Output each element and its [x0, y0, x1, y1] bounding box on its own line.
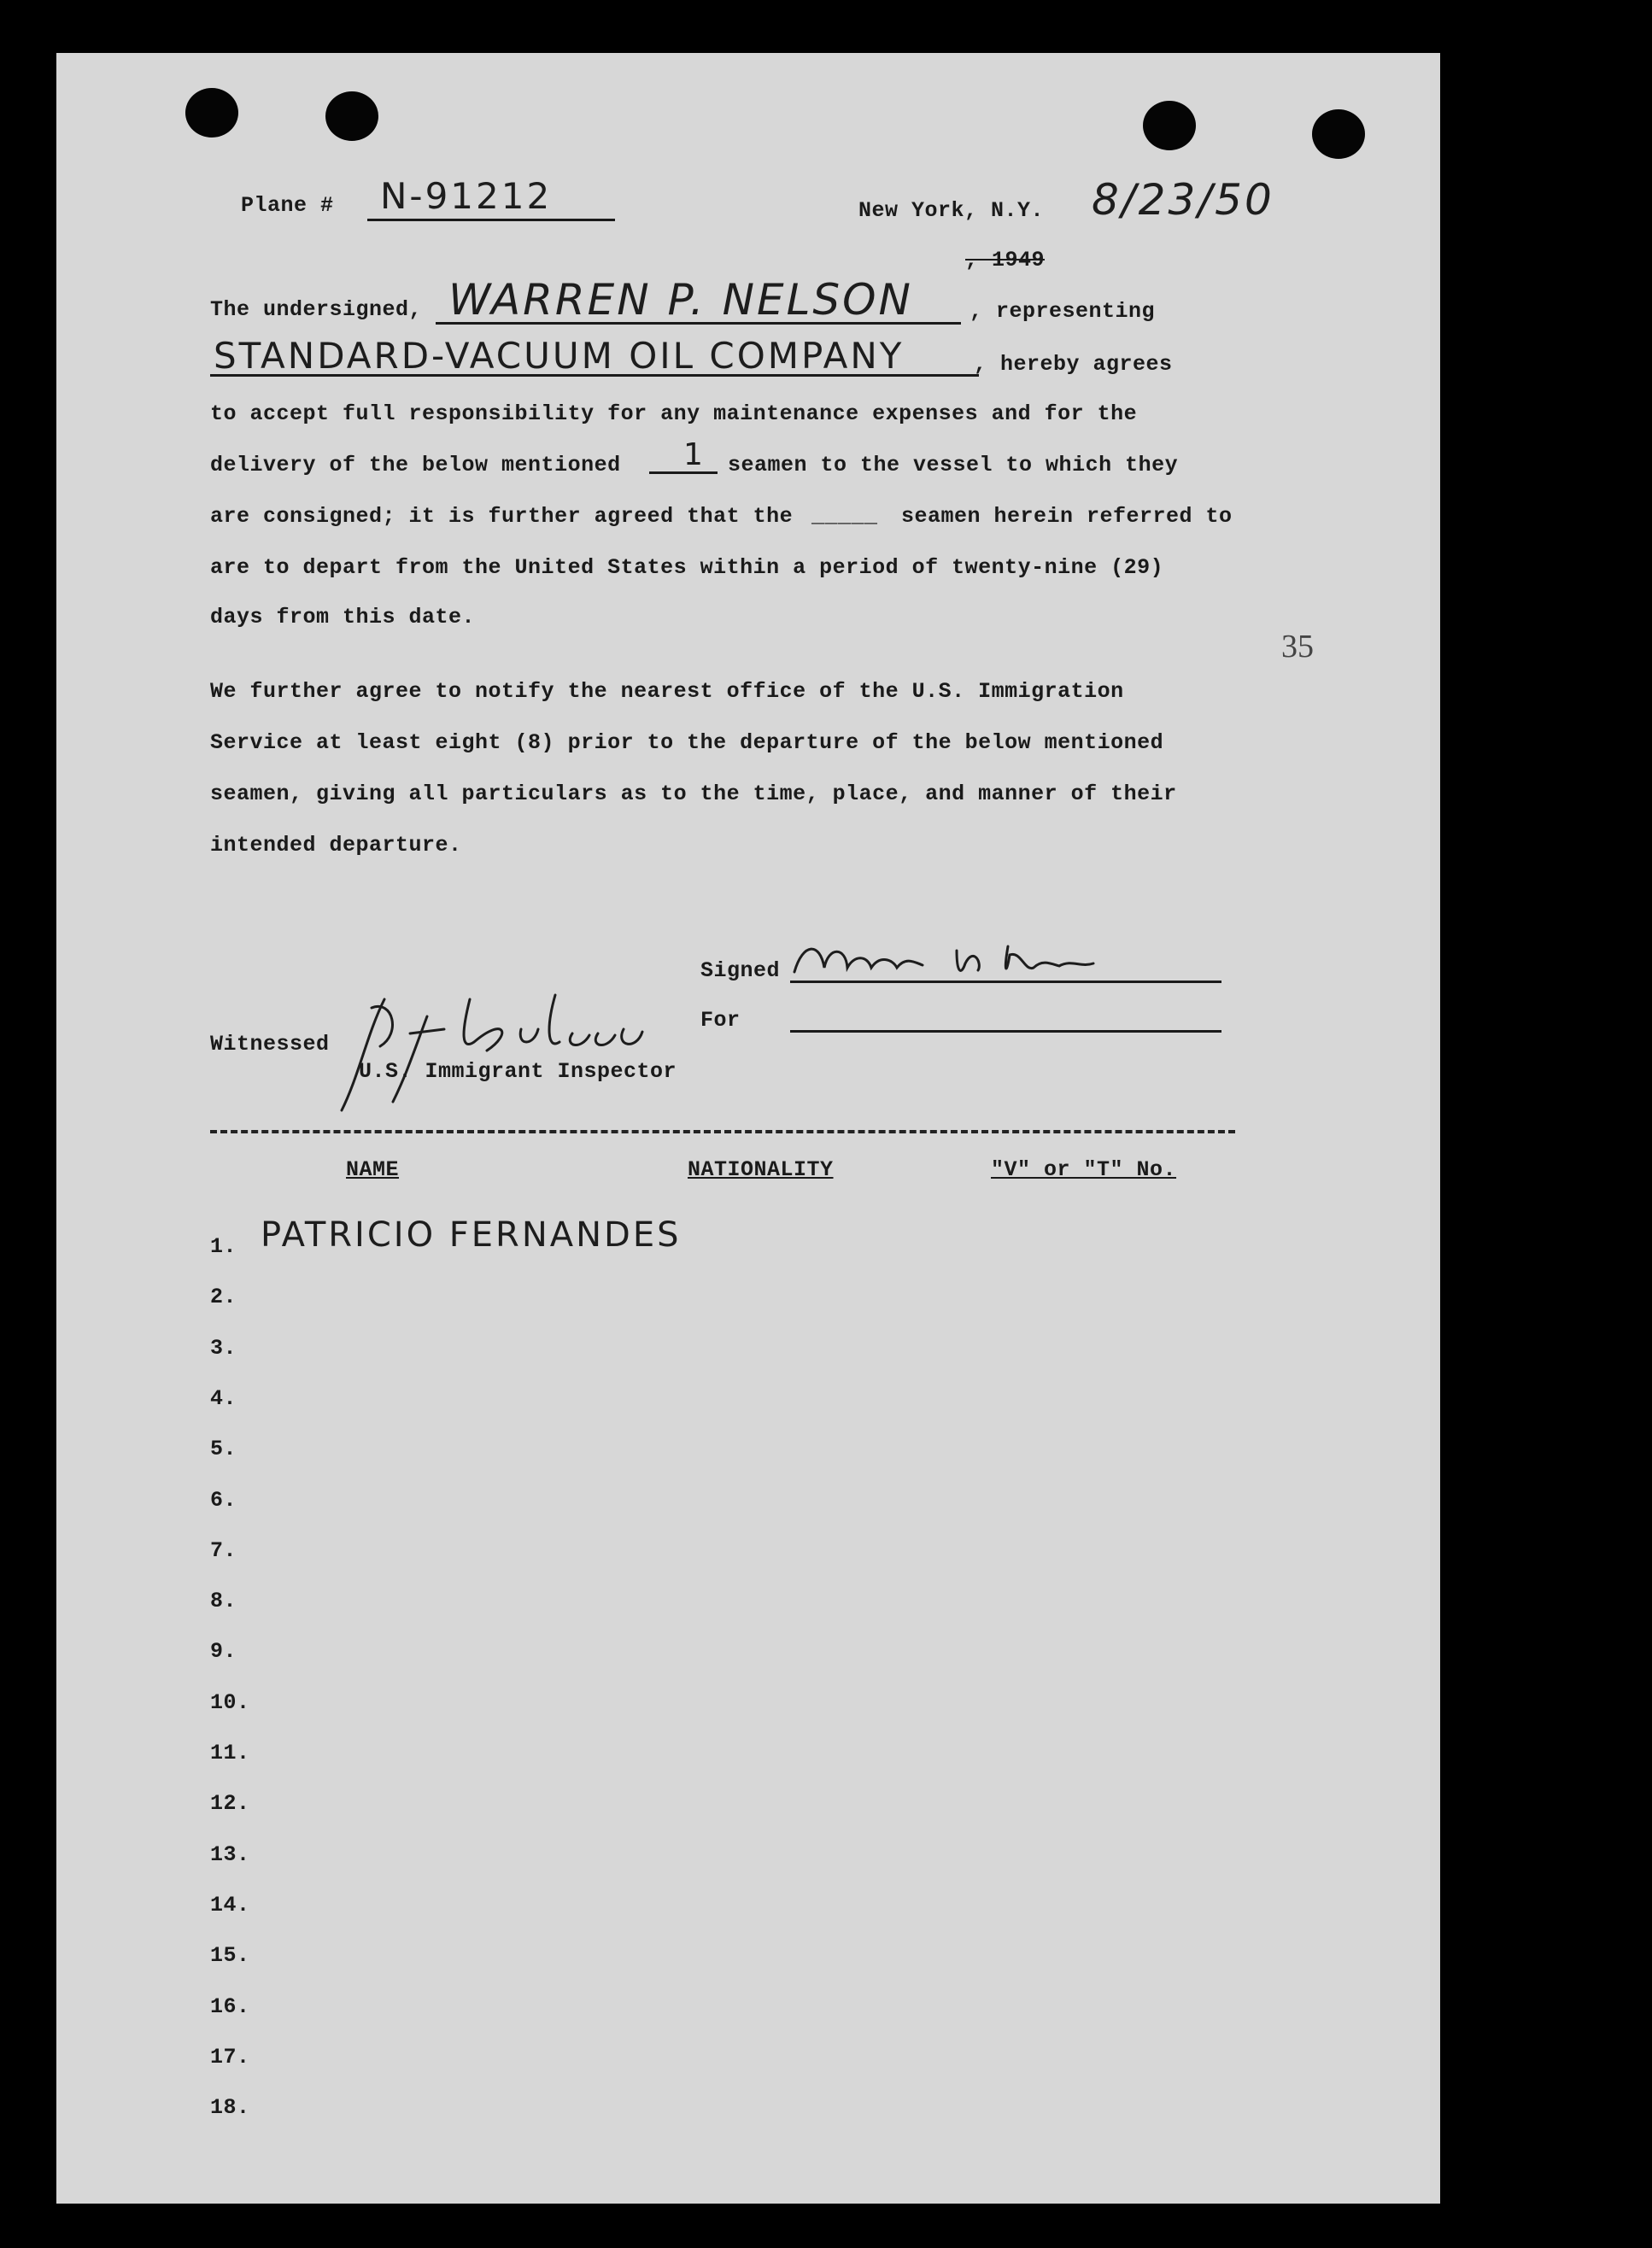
- row-number: 13.: [210, 1841, 250, 1867]
- punch-hole: [185, 88, 238, 138]
- body-p2-line-2: Service at least eight (8) prior to the departure of the below mentioned: [210, 730, 1164, 755]
- for-line: [790, 1030, 1221, 1033]
- date: 8/23/50: [1092, 175, 1274, 225]
- row-number: 8.: [210, 1589, 237, 1614]
- seamen-count: 1: [683, 437, 706, 472]
- row-number: 4.: [210, 1385, 237, 1411]
- body-line-5-suffix: seamen herein referred to: [901, 504, 1233, 529]
- year-struck: , 1949: [965, 248, 1046, 272]
- body-line-7: days from this date.: [210, 605, 476, 629]
- row-number: 6.: [210, 1487, 237, 1513]
- body-line-6: are to depart from the United States within a period of twenty-nine (29): [210, 555, 1164, 580]
- body-line-1-suffix: , representing: [970, 299, 1156, 324]
- row-number: 12.: [210, 1791, 250, 1817]
- signed-line: [790, 981, 1221, 983]
- plane-number-underline: [367, 219, 615, 221]
- row-number: 5.: [210, 1437, 237, 1462]
- body-line-4-suffix: seamen to the vessel to which they: [728, 453, 1179, 477]
- inspector-title: U.S. Immigrant Inspector: [359, 1059, 677, 1084]
- row-number: 16.: [210, 1993, 250, 2019]
- row-number: 10.: [210, 1689, 250, 1715]
- row-number: 15.: [210, 1943, 250, 1969]
- col-nationality-header: NATIONALITY: [688, 1157, 834, 1182]
- seaman-name: PATRICIO FERNANDES: [261, 1215, 682, 1255]
- separator: [210, 1130, 1235, 1133]
- page-number: 35: [1281, 629, 1314, 664]
- signed-label: Signed: [700, 958, 781, 983]
- company-name: STANDARD-VACUUM OIL COMPANY: [214, 335, 905, 377]
- row-number: 1.: [210, 1234, 237, 1259]
- company-underline: [210, 374, 979, 377]
- body-line-1-prefix: The undersigned,: [210, 297, 423, 322]
- row-number: 3.: [210, 1335, 237, 1361]
- punch-hole: [1312, 109, 1365, 159]
- col-name-header: NAME: [346, 1157, 400, 1182]
- seamen-count-underline: [649, 471, 718, 474]
- body-p2-line-4: intended departure.: [210, 833, 462, 858]
- inspector-signature: [333, 982, 658, 1119]
- row-number: 18.: [210, 2095, 250, 2121]
- place: New York, N.Y.: [858, 198, 1045, 223]
- body-line-5-blank: _____: [811, 504, 878, 529]
- body-p2-line-3: seamen, giving all particulars as to the time, place, and manner of their: [210, 782, 1177, 806]
- row-number: 11.: [210, 1741, 250, 1765]
- row-number: 9.: [210, 1639, 237, 1665]
- for-label: For: [700, 1008, 741, 1033]
- punch-hole: [325, 91, 378, 141]
- col-number-header: "V" or "T" No.: [991, 1157, 1177, 1182]
- plane-label: Plane #: [241, 193, 334, 218]
- signer-name-underline: [436, 322, 961, 325]
- body-line-2-suffix: , hereby agrees: [974, 352, 1173, 377]
- punch-hole: [1143, 101, 1196, 150]
- plane-number: N-91212: [380, 175, 553, 217]
- row-number: 17.: [210, 2044, 250, 2069]
- signer-name: WARREN P. NELSON: [448, 275, 913, 325]
- body-line-3: to accept full responsibility for any maintenance expenses and for the: [210, 401, 1138, 426]
- body-line-5-prefix: are consigned; it is further agreed that the: [210, 504, 794, 529]
- witnessed-label: Witnessed: [210, 1032, 330, 1057]
- body-p2-line-1: We further agree to notify the nearest office of the U.S. Immigration: [210, 679, 1124, 704]
- body-line-4-prefix: delivery of the below mentioned: [210, 453, 621, 477]
- row-number: 7.: [210, 1537, 237, 1563]
- row-number: 2.: [210, 1285, 237, 1310]
- row-number: 14.: [210, 1892, 250, 1917]
